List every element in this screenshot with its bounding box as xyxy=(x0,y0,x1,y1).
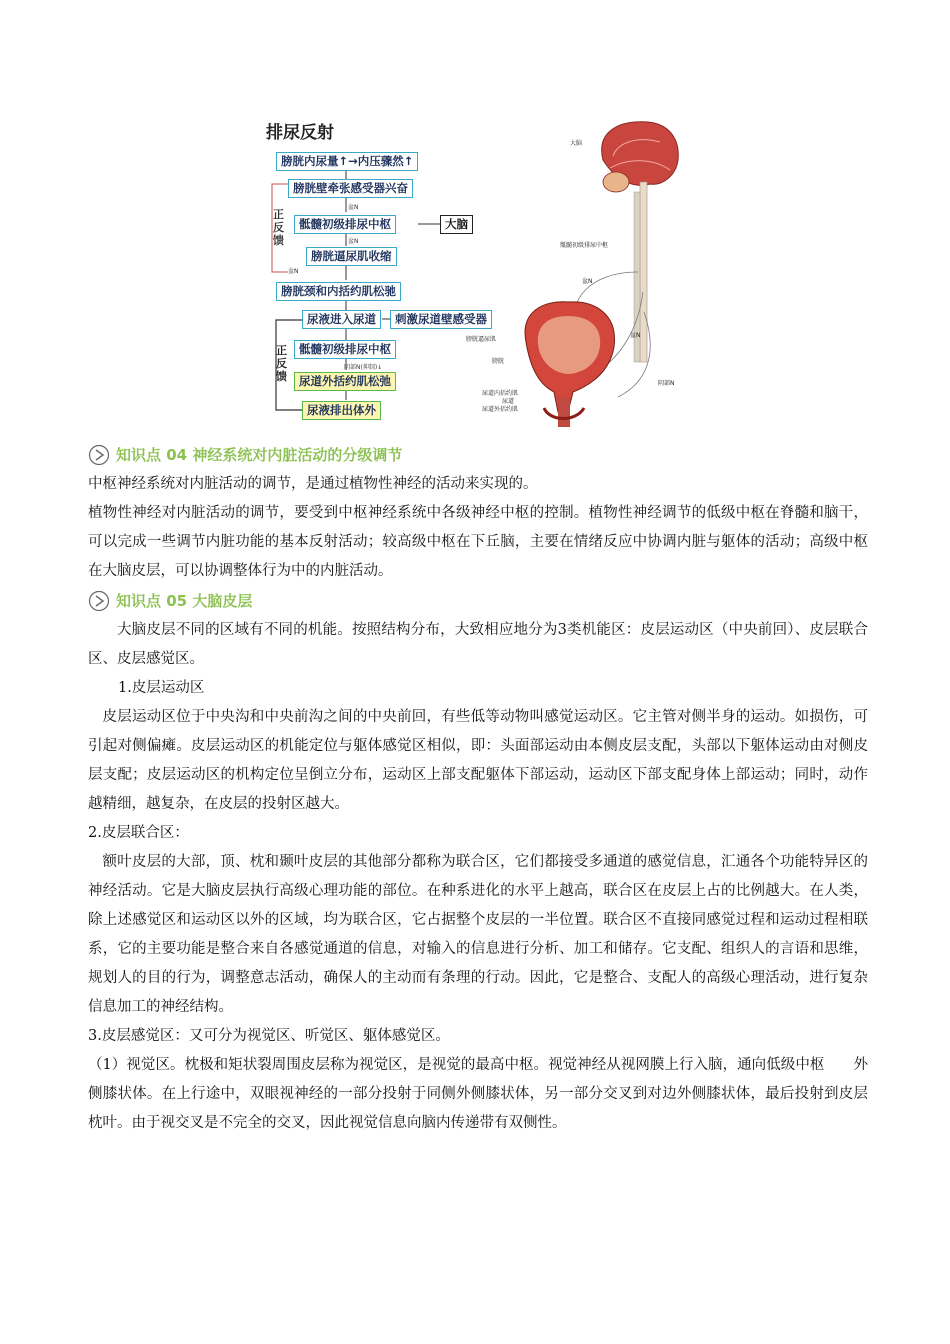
section-04-para-1: 中枢神经系统对内脏活动的调节，是通过植物性神经的活动来实现的。 xyxy=(88,476,538,492)
flow-box-6: 尿液进入尿道 xyxy=(302,310,381,329)
motor-area-para: 皮层运动区位于中央沟和中央前沟之间的中央前回，有些低等动物叫感觉运动区。它主管对侧半身的运动。如损伤，可引起对侧偏瘫。皮层运动区的机能定位与躯体感觉区相似，即：头面部运动由本侧皮层支配，头部以下躯体运动由对侧皮层支配；皮层运动区的机构定位呈倒立分布，运动区上部支配躯体下部运动，运动区下部支配身体上部运动；同时，动作越精细，越复杂，在皮层的投射区越大。 xyxy=(88,709,868,812)
flow-box-6-side: 刺激尿道壁感受器 xyxy=(390,310,492,329)
section-04-para-2: 植物性神经对内脏活动的调节，要受到中枢神经系统中各级神经中枢的控制。植物性神经调节的低级中枢在脊髓和脑干，可以完成一些调节内脏功能的基本反射活动；较高级中枢在下丘脑，主要在情绪反应中协调内脏与躯体的活动；高级中枢在大脑皮层，可以协调整体行为中的内脏活动。 xyxy=(88,505,868,579)
anatomy-label-brain: 大脑 xyxy=(570,140,583,147)
nerve-label-2: 盆N xyxy=(348,238,359,245)
flow-box-3: 骶髓初级排尿中枢 xyxy=(294,215,396,234)
section-04-title: 知识点 04 神经系统对内脏活动的分级调节 xyxy=(116,445,403,464)
visual-area-para: （1）视觉区。枕极和矩状裂周围皮层称为视觉区，是视觉的最高中枢。视觉神经从视网膜上行入脑，通向低级中枢 外侧膝状体。在上行途中，双眼视神经的一部分投射于同侧外侧膝状体，另一部分交叉到对边外侧膝状体，最后投射到皮层枕叶。由于视交叉是不完全的交叉，因此视觉信息向脑内传递带有双侧性。 xyxy=(88,1057,868,1131)
anatomy-label-detrusor: 膀胱逼尿肌 xyxy=(466,336,497,343)
association-area-heading: 2.皮层联合区： xyxy=(88,825,189,841)
association-area-para: 额叶皮层的大部，顶、枕和颞叶皮层的其他部分都称为联合区，它们都接受多通道的感觉信息，汇通各个功能特异区的神经活动。它是大脑皮层执行高级心理功能的部位。在种系进化的水平上越高，联合区在皮层上占的比例越大。在人类，除上述感觉区和运动区以外的区域，均为联合区，它占据整个皮层的一半位置。联合区不直接同感觉过程和运动过程相联系，它的主要功能是整合来自各感觉通道的信息，对输入的信息进行分析、加工和储存。它支配、组织人的言语和思维，规划人的目的行为，调整意志活动，确保人的主动而有条理的行动。因此，它是整合、支配人的高级心理活动，进行复杂信息加工的神经结构。 xyxy=(88,854,868,1015)
figure-title: 排尿反射 xyxy=(266,123,334,143)
bladder-illustration xyxy=(525,302,614,427)
anatomy-label-center: 骶髓初级排尿中枢 xyxy=(560,242,609,249)
anatomy-label-bladder: 膀胱 xyxy=(492,358,505,365)
section-04-heading xyxy=(88,440,868,470)
section-05-intro: 大脑皮层不同的区域有不同的机能。按照结构分布，大致相应地分为3类机能区：皮层运动区（中央前回）、皮层联合区、皮层感觉区。 xyxy=(88,622,868,667)
nerve-label-3: 盆N xyxy=(288,268,299,275)
anatomy-label-pelvic1: 盆N xyxy=(582,278,593,285)
section-05-title: 知识点 05 大脑皮层 xyxy=(116,591,253,610)
nerve-label-4: 阴部N(抑制)↓ xyxy=(344,364,383,371)
anatomy-label-inner: 尿道内括约肌 xyxy=(482,390,519,397)
motor-area-heading: 1.皮层运动区 xyxy=(118,680,205,696)
flow-box-8: 尿道外括约肌松弛 xyxy=(294,372,396,391)
brain-illustration xyxy=(602,122,679,362)
flow-box-7: 骶髓初级排尿中枢 xyxy=(294,340,396,359)
flow-box-5: 膀胱颈和内括约肌松驰 xyxy=(276,282,401,301)
anatomy-label-pudendal: 阴部N xyxy=(658,380,675,387)
sensory-area-heading: 3.皮层感觉区：又可分为视觉区、听觉区、躯体感觉区。 xyxy=(88,1028,450,1044)
nerve-label-1: 盆N xyxy=(348,204,359,211)
anatomy-label-outer: 尿道外括约肌 xyxy=(482,406,519,413)
flow-box-1: 膀胱内尿量↑→内压骤然↑ xyxy=(276,152,418,171)
arrow-circle-icon xyxy=(88,444,110,466)
anatomy-label-pelvic2: 盆N xyxy=(630,332,641,339)
positive-feedback-label-2: 正反馈 xyxy=(276,344,287,383)
positive-feedback-label-1: 正反馈 xyxy=(273,208,284,247)
section-05-heading xyxy=(88,586,868,616)
flow-box-9: 尿液排出体外 xyxy=(302,401,381,420)
anatomy-label-urethra: 尿道 xyxy=(502,398,515,405)
arrow-circle-icon xyxy=(88,590,110,612)
flow-box-4: 膀胱逼尿肌收缩 xyxy=(306,247,397,266)
micturition-reflex-figure xyxy=(258,112,688,434)
flow-box-2: 膀胱壁牵张感受器兴奋 xyxy=(288,179,413,198)
main-content xyxy=(88,440,868,1138)
flow-box-brain: 大脑 xyxy=(440,215,473,234)
